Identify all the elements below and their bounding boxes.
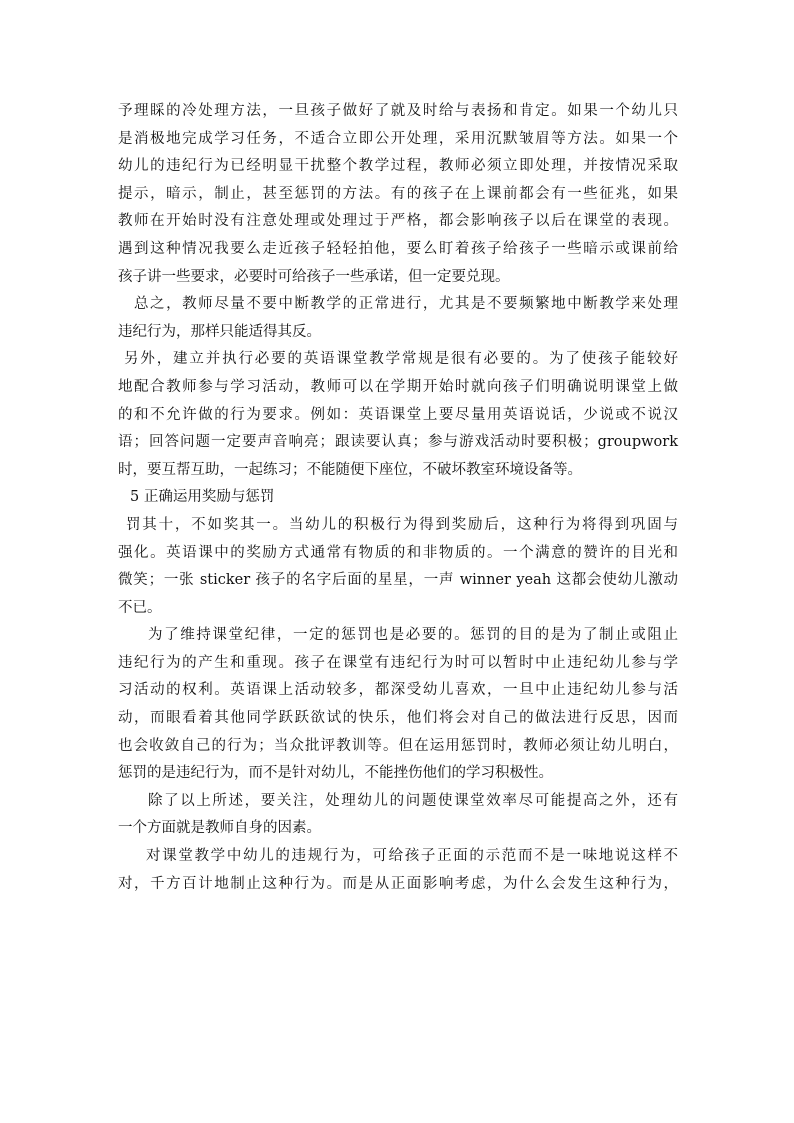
text-line: 动，而眼看着其他同学跃跃欲试的快乐，他们将会对自己的做法进行反思，因而 <box>118 710 678 727</box>
text-line: 对课堂教学中幼儿的违规行为，可给孩子正面的示范而不是一味地说这样不 <box>146 848 678 865</box>
text-line: 为了维持课堂纪律，一定的惩罚也是必要的。惩罚的目的是为了制止或阻止 <box>148 627 678 644</box>
text-line: 除了以上所述，要关注，处理幼儿的问题使课堂效率尽可能提高之外，还有 <box>148 792 678 809</box>
text-line: 幼儿的违纪行为已经明显干扰整个教学过程，教师必须立即处理，并按情况采取 <box>118 158 678 175</box>
text-line: 地配合教师参与学习活动，教师可以在学期开始时就向孩子们明确说明课堂上做 <box>118 378 678 395</box>
text-line: 时，要互帮互助，一起练习；不能随便下座位，不破坏教室环境设备等。 <box>118 461 582 478</box>
document-body <box>118 98 678 898</box>
text-line: 总之，教师尽量不要中断教学的正常进行，尤其是不要频繁地中断教学来处理 <box>134 296 678 313</box>
text-line: 遇到这种情况我要么走近孩子轻轻拍他，要么盯着孩子给孩子一些暗示或课前给 <box>118 240 678 257</box>
text-line: 也会收敛自己的行为；当众批评教训等。但在运用惩罚时，教师必须让幼儿明白， <box>118 737 678 754</box>
text-line: 违纪行为，那样只能适得其反。 <box>118 323 321 340</box>
text-line: 违纪行为的产生和重现。孩子在课堂有违纪行为时可以暂时中止违纪幼儿参与学 <box>118 654 678 671</box>
text-line: 不已。 <box>118 599 162 616</box>
text-line: 孩子讲一些要求，必要时可给孩子一些承诺，但一定要兑现。 <box>118 268 510 285</box>
text-line: 另外，建立并执行必要的英语课堂教学常规是很有必要的。为了使孩子能较好 <box>124 351 678 368</box>
text-line: 予理睬的冷处理方法，一旦孩子做好了就及时给与表扬和肯定。如果一个幼儿只 <box>118 103 678 119</box>
text-line: 的和不允许做的行为要求。例如：英语课堂上要尽量用英语说话，少说或不说汉 <box>118 406 678 423</box>
text-line: 对，千方百计地制止这种行为。而是从正面影响考虑，为什么会发生这种行为， <box>118 875 678 892</box>
text-line: 是消极地完成学习任务，不适合立即公开处理，采用沉默皱眉等方法。如果一个 <box>118 130 678 147</box>
text-line: 罚其十，不如奖其一。当幼儿的积极行为得到奖励后，这种行为将得到巩固与 <box>126 516 678 533</box>
text-line: 提示，暗示，制止，甚至惩罚的方法。有的孩子在上课前都会有一些征兆，如果 <box>118 185 678 202</box>
text-line: 微笑；一张 sticker 孩子的名字后面的星星，一声 winner yeah 这都会使幼儿激动 <box>118 572 678 589</box>
text-line: 强化。英语课中的奖励方式通常有物质的和非物质的。一个满意的赞许的目光和 <box>118 544 678 561</box>
text-line: 教师在开始时没有注意处理或处理过于严格，都会影响孩子以后在课堂的表现。 <box>118 213 678 230</box>
text-line: 习活动的权利。英语课上活动较多，都深受幼儿喜欢，一旦中止违纪幼儿参与活 <box>118 682 678 699</box>
text-line: 惩罚的是违纪行为，而不是针对幼儿，不能挫伤他们的学习积极性。 <box>118 765 553 782</box>
text-line: 一个方面就是教师自身的因素。 <box>118 820 321 837</box>
text-line: 语；回答问题一定要声音响亮；跟读要认真；参与游戏活动时要积极；groupwork <box>118 434 678 451</box>
text-line: 5 正确运用奖励与惩罚 <box>130 489 275 506</box>
